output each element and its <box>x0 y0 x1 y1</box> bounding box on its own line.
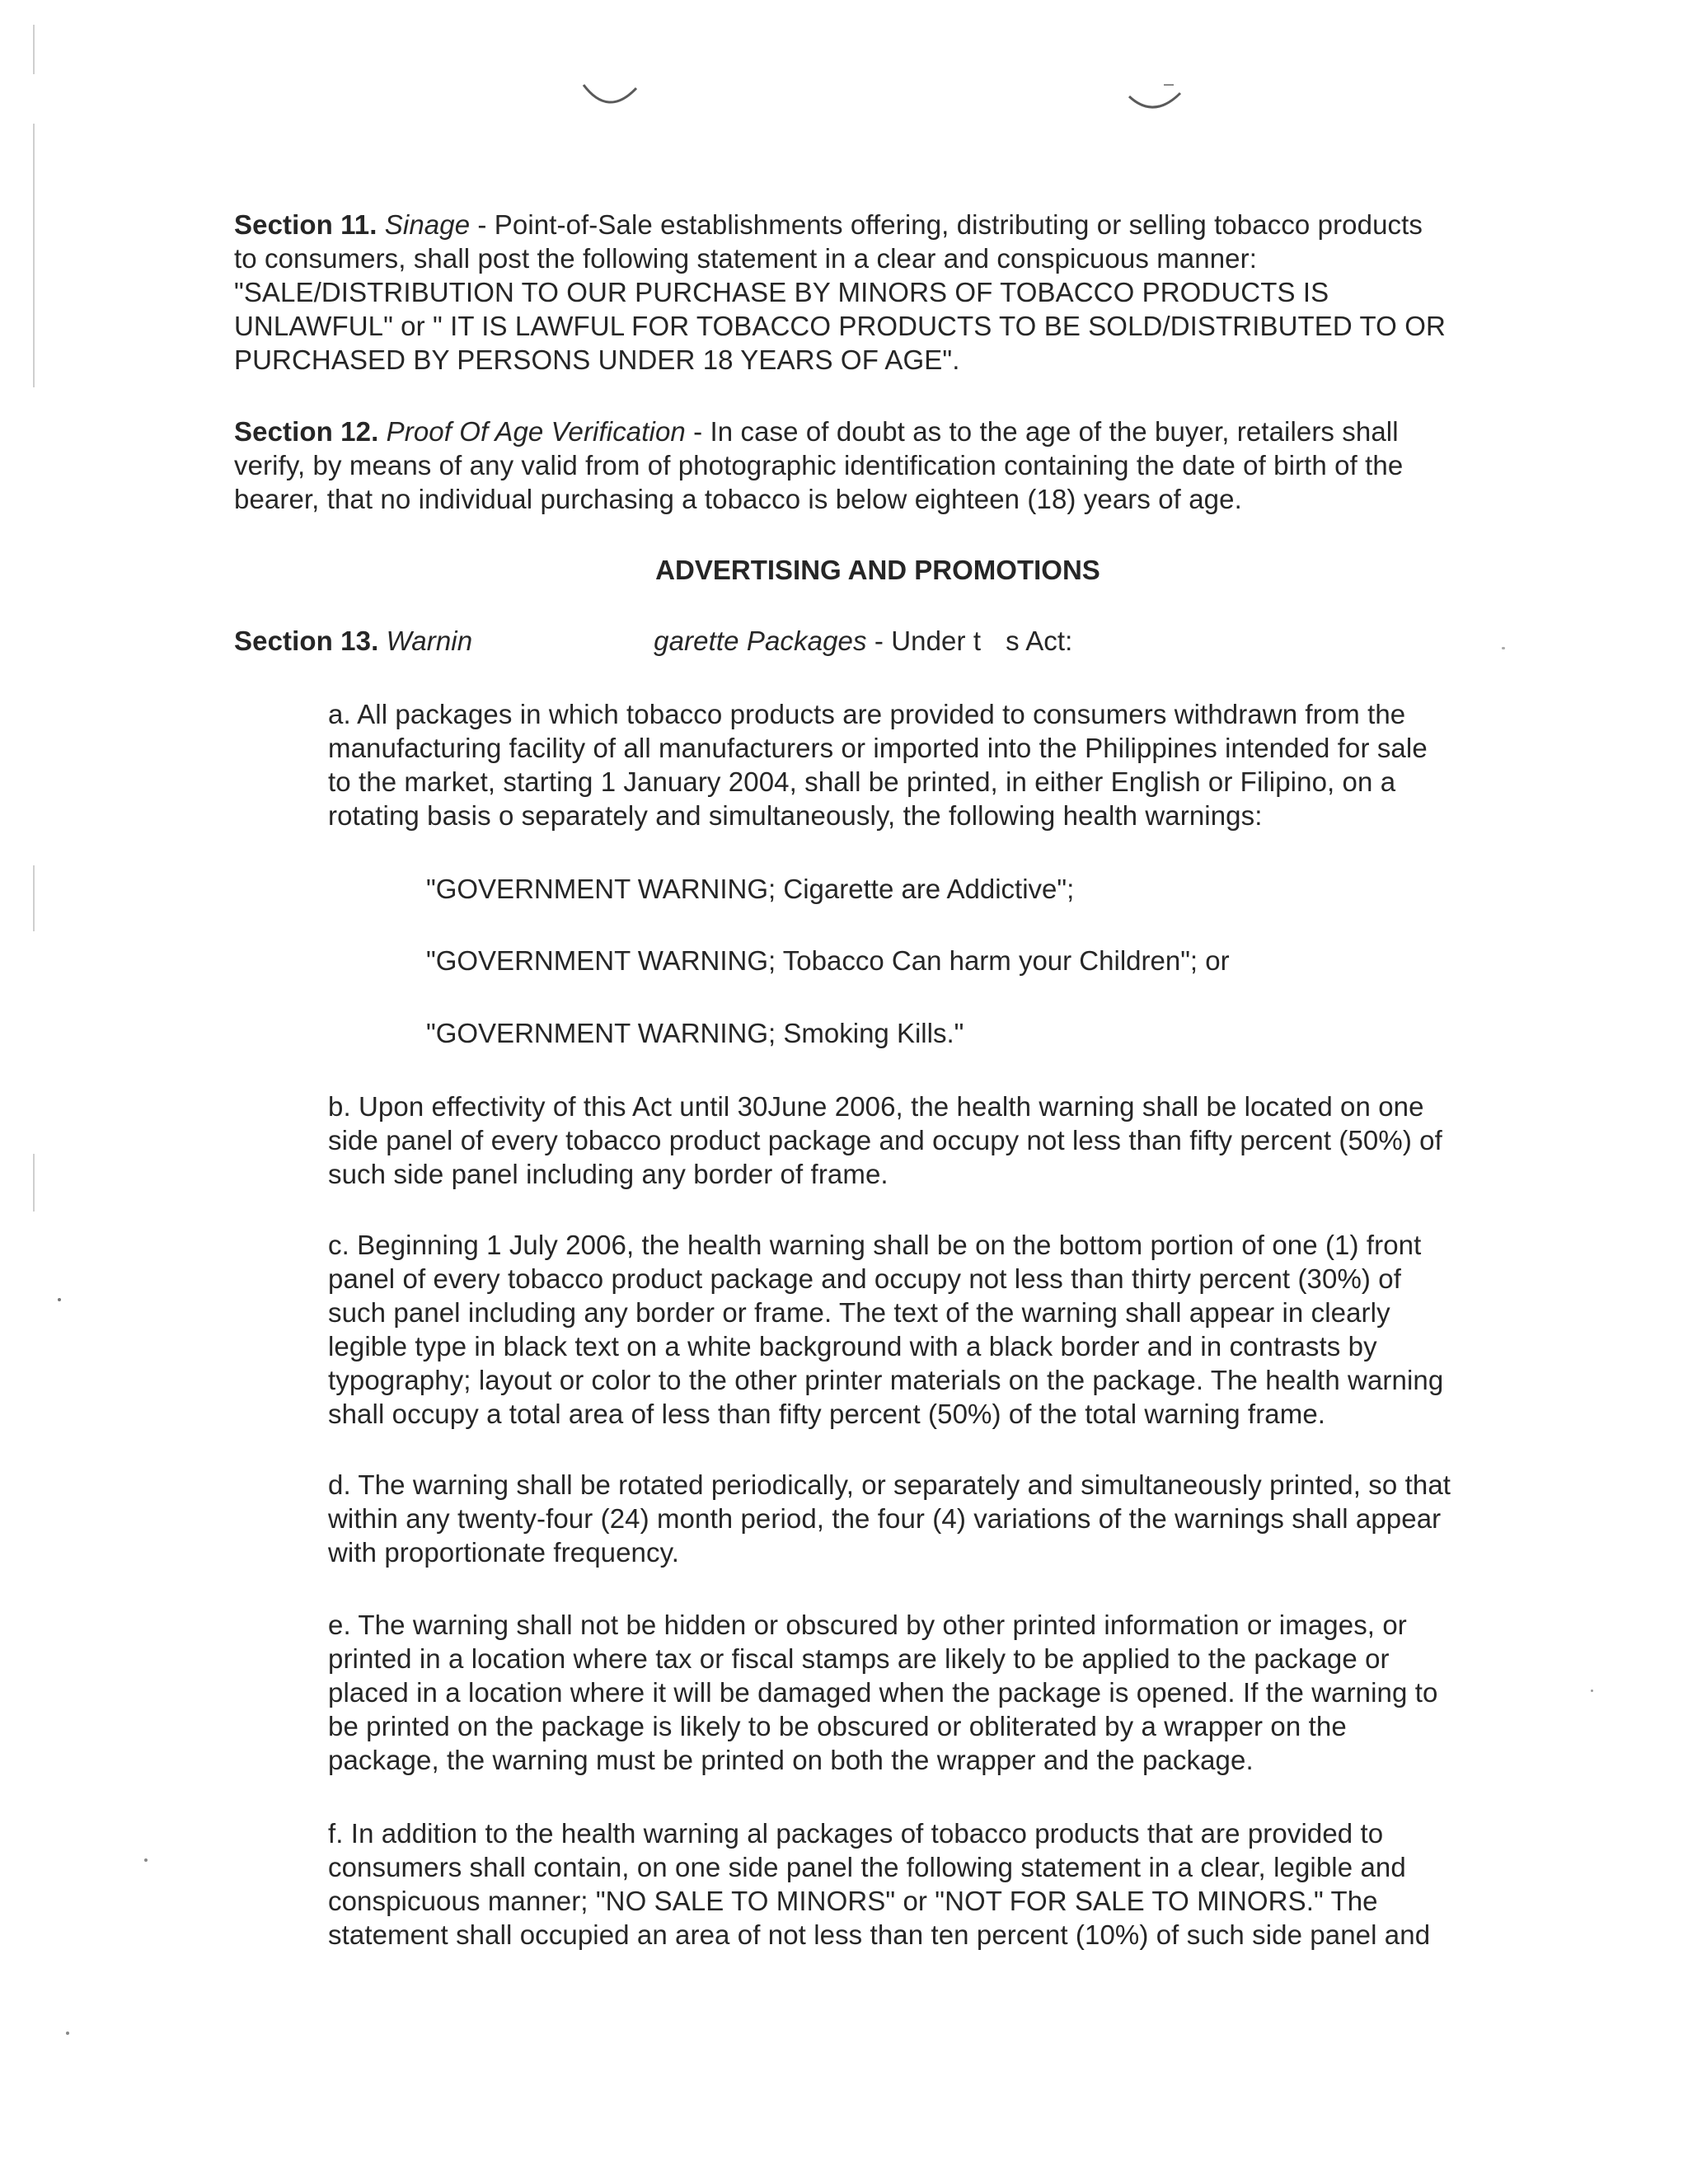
warning-line: "GOVERNMENT WARNING; Tobacco Can harm your Children"; or <box>426 945 1230 976</box>
item-a-line: rotating basis o separately and simultaneously, the following health warnings: <box>328 800 1263 831</box>
section-13-line <box>234 624 1072 658</box>
section-11-paragraph <box>234 208 1446 377</box>
item-e-line: e. The warning shall not be hidden or obscured by other printed information or images, or <box>328 1610 1407 1640</box>
scan-speck <box>1591 1690 1593 1692</box>
section-12-title: Proof Of Age Verification <box>386 416 686 447</box>
item-c-line: c. Beginning 1 July 2006, the health warning shall be on the bottom portion of one (1) front <box>328 1230 1422 1260</box>
warning-line: "GOVERNMENT WARNING; Smoking Kills." <box>426 1018 964 1048</box>
item-f-paragraph <box>328 1816 1430 1952</box>
scan-artifact <box>33 1154 35 1212</box>
section-13-heading: Section 13. <box>234 626 379 656</box>
item-d-line: with proportionate frequency. <box>328 1537 680 1568</box>
item-a-line: manufacturing facility of all manufacturers or imported into the Philippines intended for sale <box>328 733 1428 763</box>
item-d-paragraph <box>328 1468 1451 1569</box>
scan-artifact <box>33 25 35 74</box>
section-11-line: to consumers, shall post the following statement in a clear and conspicuous manner: <box>234 243 1257 274</box>
item-c-paragraph <box>328 1228 1443 1431</box>
item-e-line: be printed on the package is likely to be obscured or obliterated by a wrapper on the <box>328 1711 1347 1741</box>
section-12-heading: Section 12. <box>234 416 379 447</box>
section-11-line: "SALE/DISTRIBUTION TO OUR PURCHASE BY MINORS OF TOBACCO PRODUCTS IS <box>234 277 1329 307</box>
section-12-line: bearer, that no individual purchasing a tobacco is below eighteen (18) years of age. <box>234 484 1242 514</box>
item-e-line: placed in a location where it will be damaged when the package is opened. If the warning to <box>328 1677 1438 1708</box>
item-f-line: consumers shall contain, on one side panel the following statement in a clear, legible and <box>328 1852 1406 1882</box>
scan-speck <box>1502 647 1505 649</box>
section-13-title-part1: Warnin <box>386 626 473 656</box>
scan-speck <box>58 1298 61 1301</box>
section-11-heading: Section 11. <box>234 209 377 240</box>
item-b-line: b. Upon effectivity of this Act until 30June 2006, the health warning shall be located on one <box>328 1091 1424 1122</box>
warning-line: "GOVERNMENT WARNING; Cigarette are Addictive"; <box>426 874 1075 904</box>
item-b-line: such side panel including any border of frame. <box>328 1159 889 1189</box>
scan-speck <box>144 1858 148 1862</box>
item-b-line: side panel of every tobacco product package and occupy not less than fifty percent (50%) of <box>328 1125 1442 1155</box>
section-11-line: - Point-of-Sale establishments offering, distributing or selling tobacco products <box>470 209 1423 240</box>
scan-speck <box>66 2032 69 2035</box>
item-c-line: shall occupy a total area of less than fifty percent (50%) of the total warning frame. <box>328 1399 1326 1429</box>
section-13-tail-part2: s Act: <box>1006 626 1073 656</box>
section-13-tail-part1: - Under t <box>866 626 982 656</box>
section-13-title-part2: garette Packages <box>654 626 867 656</box>
item-d-line: d. The warning shall be rotated periodically, or separately and simultaneously printed, so that <box>328 1469 1451 1500</box>
advertising-heading: ADVERTISING AND PROMOTIONS <box>655 555 1100 585</box>
item-c-line: panel of every tobacco product package and occupy not less than thirty percent (30%) of <box>328 1263 1401 1294</box>
section-12-paragraph <box>234 415 1403 516</box>
item-c-line: such panel including any border or frame. The text of the warning shall appear in clearly <box>328 1297 1390 1328</box>
section-12-line: - In case of doubt as to the age of the buyer, retailers shall <box>685 416 1399 447</box>
item-c-line: legible type in black text on a white background with a black border and in contrasts by <box>328 1331 1377 1361</box>
item-e-line: printed in a location where tax or fiscal stamps are likely to be applied to the package or <box>328 1643 1390 1674</box>
item-c-line: typography; layout or color to the other printer materials on the package. The health warning <box>328 1365 1444 1395</box>
item-f-line: f. In addition to the health warning al packages of tobacco products that are provided to <box>328 1818 1384 1849</box>
item-a-paragraph <box>328 697 1428 832</box>
section-11-line: UNLAWFUL" or " IT IS LAWFUL FOR TOBACCO PRODUCTS TO BE SOLD/DISTRIBUTED TO OR <box>234 311 1446 341</box>
item-a-line: to the market, starting 1 January 2004, shall be printed, in either English or Filipino, on a <box>328 766 1396 797</box>
item-e-paragraph <box>328 1608 1437 1777</box>
item-f-line: conspicuous manner; "NO SALE TO MINORS" or "NOT FOR SALE TO MINORS." The <box>328 1886 1378 1916</box>
section-12-line: verify, by means of any valid from of photographic identification containing the date of birth of the <box>234 450 1404 480</box>
item-b-paragraph <box>328 1090 1442 1191</box>
scan-artifact <box>33 865 35 931</box>
item-a-line: a. All packages in which tobacco products are provided to consumers withdrawn from the <box>328 699 1406 729</box>
section-11-line: PURCHASED BY PERSONS UNDER 18 YEARS OF AGE". <box>234 344 960 375</box>
section-11-title: Sinage <box>384 209 471 240</box>
item-e-line: package, the warning must be printed on both the wrapper and the package. <box>328 1745 1254 1775</box>
punch-hole-mark-right <box>1123 78 1189 120</box>
punch-hole-mark-left <box>577 78 643 120</box>
item-d-line: within any twenty-four (24) month period, the four (4) variations of the warnings shall appear <box>328 1503 1442 1534</box>
item-f-line: statement shall occupied an area of not less than ten percent (10%) of such side panel and <box>328 1919 1431 1950</box>
scan-artifact <box>33 124 35 387</box>
